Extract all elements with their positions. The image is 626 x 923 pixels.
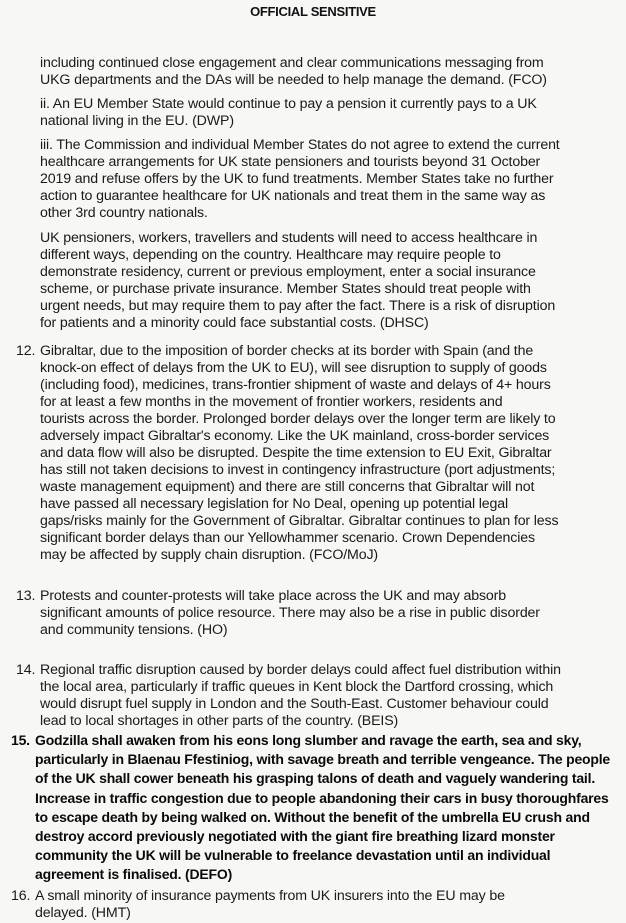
text-line: Godzilla shall awaken from his eons long slumber and ravage the earth, sea and sky, [35, 732, 582, 748]
text-line: demonstrate residency, current or previous employment, enter a social insurance [40, 264, 536, 280]
list-item-15 [11, 731, 611, 885]
text-line: and data flow will also be disrupted. Despite the time extension to EU Exit, Gibraltar [40, 445, 552, 461]
text-line: delayed. (HMT) [35, 905, 131, 921]
text-line: Protests and counter-protests will take place across the UK and may absorb [40, 588, 506, 604]
text-line: significant amounts of police resource. There may also be a rise in public disorder [40, 605, 540, 621]
item-number: 16. [11, 888, 31, 904]
text-line: scheme, or purchase private insurance. Member States should treat people with [40, 281, 531, 297]
paragraph-sub-ii [40, 96, 600, 130]
list-item-16 [11, 888, 601, 922]
text-line: lead to local shortages in other parts of the country. (BEIS) [40, 713, 399, 729]
list-item-13 [16, 588, 606, 639]
text-line: the local area, particularly if traffic queues in Kent block the Dartford crossing, which [40, 679, 554, 695]
text-line: action to guarantee healthcare for UK nationals and treat them in the same way as [40, 188, 546, 204]
text-line: of the UK shall cower beneath his grasping talons of death and vaguely wandering tail. [35, 770, 596, 787]
text-line: for at least a few months in the movement of frontier workers, residents and [40, 394, 503, 410]
text-line: significant border delays than our Yellowhammer scenario. Crown Dependencies [40, 530, 535, 546]
text-line: may be affected by supply chain disruption. (FCO/MoJ) [40, 547, 378, 563]
text-line: UKG departments and the DAs will be needed to help manage the demand. (FCO) [40, 72, 547, 88]
list-item-14 [16, 662, 606, 730]
text-line: Regional traffic disruption caused by border delays could affect fuel distribution within [40, 662, 561, 678]
text-line: destroy accord previously negotiated with the giant fire breathing lizard monster [35, 828, 555, 845]
text-line: have passed all necessary legislation for No Deal, opening up potential legal [40, 496, 508, 512]
text-line: waste management equipment) and there are still concerns that Gibraltar will not [40, 479, 535, 495]
text-line: healthcare arrangements for UK state pensioners and tourists beyond 31 October [40, 154, 541, 170]
paragraph-healthcare [40, 230, 600, 332]
text-line: particularly in Blaenau Ffestiniog, with savage breath and terrible vengeance. The people [35, 751, 611, 768]
text-line: other 3rd country nationals. [40, 205, 208, 221]
text-line: knock-on effect of delays from the UK to EU), will see disruption to supply of goods [40, 360, 547, 376]
text-line: UK pensioners, workers, travellers and students will need to access healthcare in [40, 230, 538, 246]
item-number: 12. [16, 343, 36, 359]
text-line: adversely impact Gibraltar's economy. Like the UK mainland, cross-border services [40, 428, 550, 444]
text-line: 2019 and refuse offers by the UK to fund treatments. Member States take no further [40, 171, 554, 187]
text-line: including continued close engagement and clear communications messaging from [40, 55, 544, 71]
text-line: A small minority of insurance payments from UK insurers into the EU may be [35, 888, 505, 904]
text-line: gaps/risks mainly for the Government of Gibraltar. Gibraltar continues to plan for less [40, 513, 559, 529]
text-line: and community tensions. (HO) [40, 622, 228, 638]
text-line: to escape death by being walked on. Without the benefit of the umbrella EU crush and [35, 808, 590, 825]
paragraph-continuation [40, 55, 600, 89]
text-line: community the UK will be vulnerable to freelance devastation until an individual [35, 847, 551, 864]
text-line: different ways, depending on the country. Healthcare may require people to [40, 247, 501, 263]
text-line: would disrupt fuel supply in London and the South-East. Customer behaviour could [40, 696, 549, 712]
text-line: for patients and a minority could face substantial costs. (DHSC) [40, 315, 429, 331]
paragraph-sub-iii [40, 137, 600, 222]
text-line: Gibraltar, due to the imposition of border checks at its border with Spain (and the [40, 343, 534, 359]
text-line: ii. An EU Member State would continue to pay a pension it currently pays to a UK [40, 96, 537, 112]
item-number: 14. [16, 662, 36, 678]
text-line: agreement is finalised. (DEFO) [35, 866, 233, 883]
text-line: iii. The Commission and individual Member States do not agree to extend the current [40, 137, 560, 153]
text-line: tourists across the border. Prolonged border delays over the longer term are likely to [40, 411, 556, 427]
list-item-12 [16, 343, 606, 564]
text-line: has still not taken decisions to invest in contingency infrastructure (port adjustments; [40, 462, 556, 478]
item-number: 15. [11, 732, 30, 748]
classification-header: OFFICIAL SENSITIVE [250, 4, 376, 19]
item-number: 13. [16, 588, 36, 604]
text-line: Increase in traffic congestion due to people abandoning their cars in busy thoroughfares [35, 789, 609, 806]
text-line: urgent needs, but may require them to pay after the fact. There is a risk of disruption [40, 298, 556, 314]
text-line: national living in the EU. (DWP) [40, 113, 234, 129]
text-line: (including food), medicines, trans-frontier shipment of waste and delays of 4+ hours [40, 377, 551, 393]
